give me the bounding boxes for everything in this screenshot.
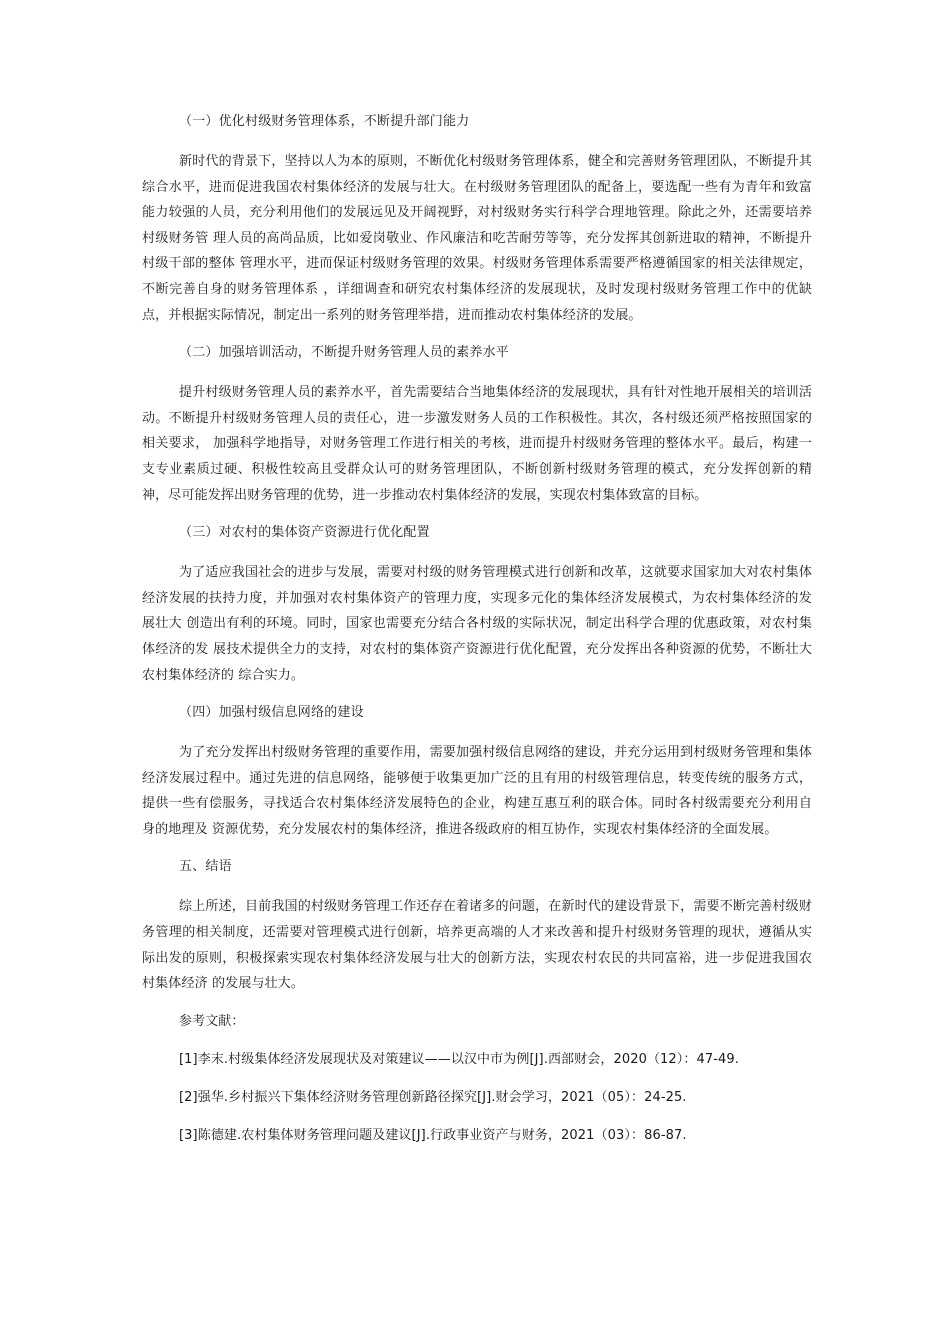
section-paragraph: 提升村级财务管理人员的素养水平，首先需要结合当地集体经济的发展现状，具有针对性地开展相关的培训活动。不断提升村级财务管理人员的责任心，进一步激发财务人员的工作积极性。其次，各村级还须严格按照国家的相关要求， 加强科学地指导，对财务管理工作进行相关的考核，进而提升村级财务管理的整体水平。最后，构建一支专业素质过硬、积极性较高且受群众认可的财务管理团队，不断创新村级财务管理的模式，充分发挥创新的精神，尽可能发挥出财务管理的优势，进一步推动农村集体经济的发展，实现农村集体致富的目标。 bbox=[142, 385, 812, 503]
section-1 bbox=[142, 112, 812, 328]
section-heading: （四）加强村级信息网络的建设 bbox=[179, 705, 364, 721]
section-heading: （二）加强培训活动，不断提升财务管理人员的素养水平 bbox=[179, 345, 510, 361]
section-paragraph: 综上所述，目前我国的村级财务管理工作还存在着诸多的问题，在新时代的建设背景下，需要不断完善村级财务管理的相关制度，还需要对管理模式进行创新，培养更高端的人才来改善和提升村级财务管理的现状，遵循从实际出发的原则，积极探索实现农村集体经济发展与壮大的创新方法，实现农村农民的共同富裕，进一步促进我国农村集体经济 的发展与壮大。 bbox=[142, 899, 812, 992]
reference-item: [1]李末.村级集体经济发展现状及对策建议——以汉中市为例[J].西部财会，2020（12）：47-49. bbox=[179, 1051, 739, 1067]
reference-item: [2]强华.乡村振兴下集体经济财务管理创新路径探究[J].财会学习，2021（05）：24-25. bbox=[179, 1089, 687, 1105]
reference-item: [3]陈德建.农村集体财务管理问题及建议[J].行政事业资产与财务，2021（03）：86-87. bbox=[179, 1127, 687, 1143]
section-paragraph: 为了适应我国社会的进步与发展，需要对村级的财务管理模式进行创新和改革，这就要求国家加大对农村集体经济发展的扶持力度，并加强对农村集体资产的管理力度，实现多元化的集体经济发展模式，为农村集体经济的发展壮大 创造出有利的环境。同时，国家也需要充分结合各村级的实际状况，制定出科学合理的优惠政策，对农村集体经济的发 展技术提供全力的支持，对农村的集体资产资源进行优化配置，充分发挥出各种资源的优势，不断壮大农村集体经济的 综合实力。 bbox=[142, 565, 812, 683]
section-heading: 五、结语 bbox=[179, 859, 232, 875]
section-3 bbox=[142, 523, 812, 688]
references-title: 参考文献： bbox=[179, 1013, 245, 1029]
section-conclusion bbox=[142, 857, 812, 996]
section-heading: （三）对农村的集体资产资源进行优化配置 bbox=[179, 525, 430, 541]
section-4 bbox=[142, 703, 812, 842]
section-paragraph: 新时代的背景下，坚持以人为本的原则，不断优化村级财务管理体系，健全和完善财务管理团队，不断提升其综合水平，进而促进我国农村集体经济的发展与壮大。在村级财务管理团队的配备上，要选配一些有为青年和致富能力较强的人员，充分利用他们的发展远见及开阔视野，对村级财务实行科学合理地管理。除此之外，还需要培养村级财务管 理人员的高尚品质，比如爱岗敬业、作风廉洁和吃苦耐劳等等，充分发挥其创新进取的精神，不断提升村级干部的整体 管理水平，进而保证村级财务管理的效果。村级财务管理体系需要严格遵循国家的相关法律规定，不断完善自身的财务管理体系 ，详细调查和研究农村集体经济的发展现状，及时发现村级财务管理工作中的优缺点，并根据实际情况，制定出一系列的财务管理举措，进而推动农村集体经济的发展。 bbox=[142, 154, 812, 323]
section-heading: （一）优化村级财务管理体系，不断提升部门能力 bbox=[179, 114, 470, 129]
section-2 bbox=[142, 343, 812, 508]
document-page bbox=[142, 112, 812, 1164]
references bbox=[142, 1012, 812, 1146]
section-paragraph: 为了充分发挥出村级财务管理的重要作用，需要加强村级信息网络的建设，并充分运用到村级财务管理和集体经济发展过程中。通过先进的信息网络，能够便于收集更加广泛的且有用的村级管理信息，转变传统的服务方式，提供一些有偿服务，寻找适合农村集体经济发展特色的企业，构建互惠互利的联合体。同时各村级需要充分利用自身的地理及 资源优势，充分发展农村的集体经济，推进各级政府的相互协作，实现农村集体经济的全面发展。 bbox=[142, 745, 812, 837]
